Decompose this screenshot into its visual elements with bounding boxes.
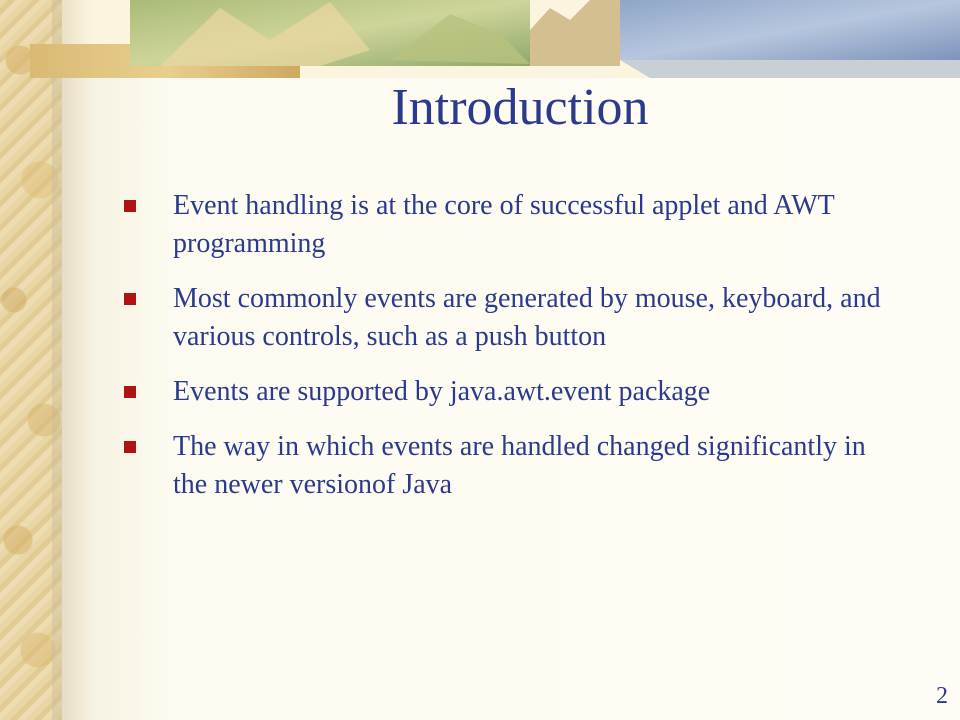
- bullet-list: [122, 187, 902, 521]
- bullet-item: [122, 428, 902, 504]
- bullet-item: [122, 187, 902, 263]
- slide-title: Introduction: [391, 79, 649, 136]
- bullet-item: [122, 280, 902, 356]
- bullet-square-icon: [124, 200, 136, 212]
- bullet-square-icon: [124, 293, 136, 305]
- bullet-text: Most commonly events are generated by mouse, keyboard, and various controls, such as a push button: [173, 283, 881, 352]
- bullet-square-icon: [124, 386, 136, 398]
- bullet-square-icon: [124, 441, 136, 453]
- bullet-text: Events are supported by java.awt.event package: [173, 376, 711, 407]
- bullet-text: Event handling is at the core of successful applet and AWT programming: [173, 190, 835, 259]
- bullet-item: [122, 373, 902, 411]
- banner-blue-block: [620, 0, 960, 60]
- banner-stamp-edge: [530, 0, 620, 66]
- bullet-text: The way in which events are handled changed significantly in the newer versionof Java: [173, 431, 866, 500]
- page-number: 2: [936, 683, 948, 709]
- decorative-top-banner: [30, 0, 960, 78]
- decorative-left-shadow: [52, 0, 92, 720]
